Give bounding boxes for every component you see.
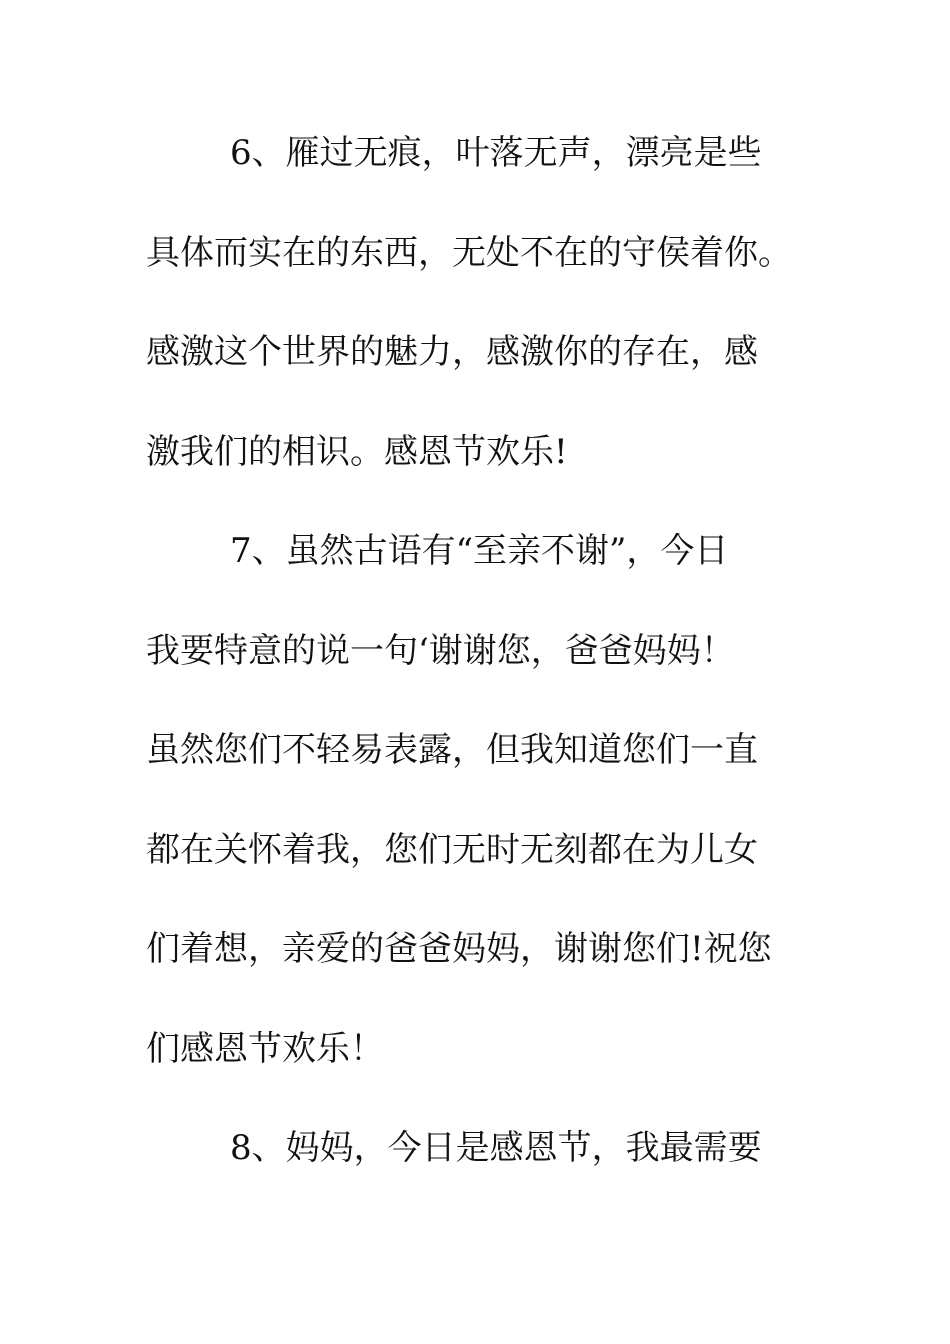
text-line: 激我们的相识。感恩节欢乐! bbox=[146, 432, 568, 472]
text-line: 具体而实在的东西，无处不在的守侯着你。 bbox=[146, 233, 792, 273]
text-line: 都在关怀着我，您们无时无刻都在为儿女 bbox=[146, 830, 758, 870]
text-line: 6、雁过无痕，叶落无声，漂亮是些 bbox=[230, 133, 762, 173]
text-line: 感激这个世界的魅力，感激你的存在，感 bbox=[146, 332, 758, 372]
text-line: 7、虽然古语有“至亲不谢”，今日 bbox=[230, 531, 729, 571]
text-line: 们着想，亲爱的爸爸妈妈，谢谢您们!祝您 bbox=[146, 929, 772, 969]
text-line: 们感恩节欢乐！ bbox=[146, 1029, 384, 1069]
text-line: 我要特意的说一句‘谢谢您，爸爸妈妈！ bbox=[146, 631, 735, 671]
text-line: 8、妈妈，今日是感恩节，我最需要 bbox=[230, 1128, 762, 1168]
text-line: 虽然您们不轻易表露，但我知道您们一直 bbox=[146, 730, 758, 770]
